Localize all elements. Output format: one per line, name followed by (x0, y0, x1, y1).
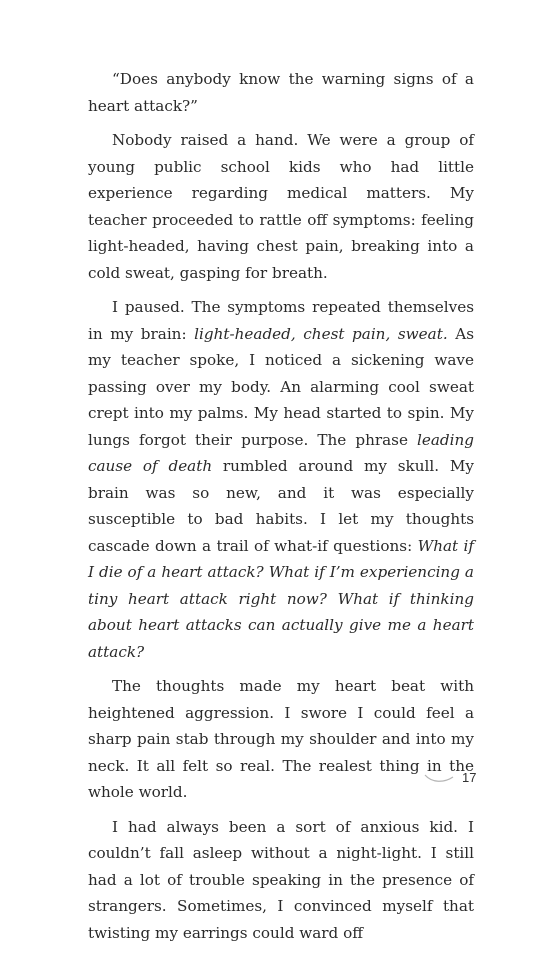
text-run: I had always been a sort of anxious kid. I couldn’t fall asleep without a night-light. I still had a lot of trouble speaking in the presence of strangers. Sometimes, I convinced myself that twisting my earrings could ward off (88, 817, 474, 942)
italic-text: light-headed, chest pain, sweat. (194, 324, 448, 343)
paragraph (88, 814, 474, 947)
page-footer (424, 770, 476, 785)
italic-text: leading cause of death (88, 430, 474, 475)
paragraph (88, 673, 477, 806)
text-run: “Does anybody know the warning signs of a heart attack?” (88, 70, 474, 115)
text-run: rumbled around my skull. My brain was so new, and it was especially susceptible to bad habits. I let my thoughts cascade down a trail of what-if questions: (88, 457, 474, 555)
page-number: 17 (462, 770, 477, 785)
text-run: The thoughts made my heart beat with heightened aggression. I swore I could feel a sharp pain stab through my shoulder and into my neck. It all felt so real. The realest thing in the whole world. (88, 677, 474, 801)
paragraph (88, 66, 474, 119)
body-text (88, 66, 477, 954)
paragraph (88, 294, 474, 665)
text-run: As my teacher spoke, I noticed a sickening wave passing over my body. An alarming cool sweat crept into my palms. My head started to spin. My lungs forgot their purpose. The phrase (88, 324, 475, 449)
text-run: Nobody raised a hand. We were a group of young public school kids who had little experience regarding medical matters. My teacher proceeded to rattle off symptoms: feeling light-headed, having chest pain, breaking into a cold sweat, gasping for breath. (88, 131, 474, 282)
decorative-swash-icon (424, 772, 454, 784)
italic-text: What if I die of a heart attack? What if I’m experiencing a tiny heart attack right now? What if thinking about heart attacks can actually give me a heart attack? (88, 536, 474, 661)
paragraph (88, 127, 474, 286)
text-run: I paused. The symptoms repeated themselves in my brain: (88, 298, 474, 343)
